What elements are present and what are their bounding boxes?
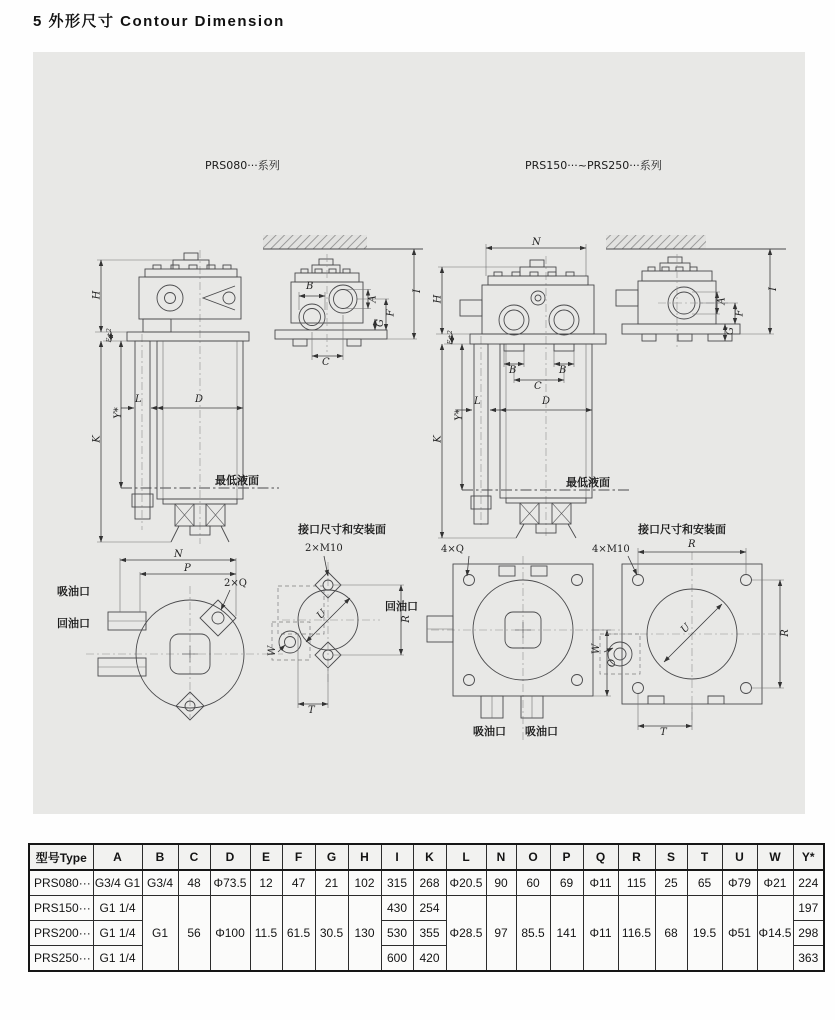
value-cell: 197	[793, 896, 824, 921]
value-cell: Φ79	[722, 870, 757, 896]
value-cell: Φ11	[583, 870, 618, 896]
merged-value-cell: 11.5	[250, 896, 282, 972]
series-right-label: PRS150···~PRS250···系列	[525, 159, 662, 172]
suction-port-label-left: 吸油口	[57, 585, 90, 598]
dim-label-k: K	[91, 435, 103, 443]
value-cell: Φ20.5	[446, 870, 486, 896]
return-port-label-right: 回油口	[385, 600, 418, 613]
col-header-f: F	[282, 844, 315, 870]
dim-label-e2: E±2	[445, 330, 454, 345]
model-cell: PRS200···	[29, 921, 93, 946]
dimension-table	[28, 843, 825, 972]
merged-value-cell: 116.5	[618, 896, 655, 972]
series-left-label: PRS080···系列	[205, 159, 280, 172]
dim-label-b2a: B	[509, 365, 517, 376]
value-cell: G1 1/4	[93, 946, 142, 972]
merged-value-cell: 130	[348, 896, 381, 972]
dim-label-l: L	[135, 394, 142, 405]
col-header-i: I	[381, 844, 413, 870]
dim-label-g2: G	[725, 327, 736, 335]
value-cell: 48	[178, 870, 210, 896]
dim-label-ystar: Y*	[112, 407, 124, 419]
plan-view-prs080-drawing	[78, 550, 288, 720]
merged-value-cell: Φ51	[722, 896, 757, 972]
dim-label-f2: F	[734, 309, 746, 317]
value-cell: 254	[413, 896, 446, 921]
value-cell: 60	[516, 870, 550, 896]
dim-label-h: H	[91, 290, 103, 300]
callout-2xq: 2×Q	[224, 578, 247, 589]
value-cell: G3/4	[142, 870, 178, 896]
model-cell: PRS080···	[29, 870, 93, 896]
value-cell: 115	[618, 870, 655, 896]
dim-label-w: W	[267, 645, 279, 657]
front-view-prs080	[83, 248, 283, 548]
flange-title-right: 接口尺寸和安装面	[638, 523, 726, 536]
col-header-a: A	[93, 844, 142, 870]
dim-label-h2: H	[432, 294, 444, 304]
dim-label-a2: A	[716, 297, 728, 305]
drawing-panel	[33, 52, 805, 814]
col-header-q: Q	[583, 844, 618, 870]
page-title: 5 外形尺寸 Contour Dimension	[33, 13, 285, 30]
callout-2xm10: 2×M10	[305, 543, 343, 554]
dim-label-i: I	[411, 289, 423, 293]
value-cell: 355	[413, 921, 446, 946]
dim-label-l2: L	[474, 396, 481, 407]
value-cell: 224	[793, 870, 824, 896]
side-view-prs080	[255, 230, 440, 398]
table-header-row	[29, 844, 824, 870]
value-cell: G1 1/4	[93, 896, 142, 921]
value-cell: 65	[687, 870, 722, 896]
value-cell: 47	[282, 870, 315, 896]
suction-port-label-right-1: 吸油口	[473, 725, 506, 738]
dim-label-n: N	[174, 549, 183, 560]
value-cell: 102	[348, 870, 381, 896]
value-cell: 420	[413, 946, 446, 972]
dim-label-ystar2: Y*	[453, 409, 465, 421]
merged-value-cell: 68	[655, 896, 687, 972]
col-header-s: S	[655, 844, 687, 870]
dim-label-o: O	[607, 658, 619, 668]
col-header-w: W	[757, 844, 793, 870]
merged-value-cell: Φ11	[583, 896, 618, 972]
value-cell: 90	[486, 870, 516, 896]
dim-label-f: F	[385, 309, 397, 317]
min-oil-level-label-right: 最低液面	[566, 476, 610, 489]
dim-label-r2-top: R	[688, 539, 696, 550]
flange-view-prs150-250	[588, 522, 803, 737]
table-row-prs080	[29, 870, 824, 896]
model-cell: PRS250···	[29, 946, 93, 972]
col-header-b: B	[142, 844, 178, 870]
dim-label-k2: K	[432, 435, 444, 443]
dim-label-r: R	[400, 615, 412, 623]
dim-label-p: P	[184, 563, 191, 574]
callout-4xq: 4×Q	[441, 544, 464, 555]
value-cell: 12	[250, 870, 282, 896]
dim-label-c2: C	[534, 381, 542, 392]
col-header-ystar: Y*	[793, 844, 824, 870]
col-header-u: U	[722, 844, 757, 870]
col-header-r: R	[618, 844, 655, 870]
dim-label-c: C	[322, 357, 330, 368]
dim-label-b: B	[306, 281, 314, 292]
merged-value-cell: 19.5	[687, 896, 722, 972]
merged-value-cell: 30.5	[315, 896, 348, 972]
value-cell: 315	[381, 870, 413, 896]
merged-value-cell: 61.5	[282, 896, 315, 972]
side-view-prs150-250-drawing	[598, 230, 803, 398]
merged-value-cell: 85.5	[516, 896, 550, 972]
dim-label-g: G	[375, 319, 386, 327]
merged-value-cell: 97	[486, 896, 516, 972]
value-cell: 430	[381, 896, 413, 921]
value-cell: 600	[381, 946, 413, 972]
col-header-t: T	[687, 844, 722, 870]
dim-label-i2: I	[767, 287, 779, 291]
dimension-table-wrap	[28, 843, 819, 972]
col-header-h: H	[348, 844, 381, 870]
merged-value-cell: G1	[142, 896, 178, 972]
return-port-label-left: 回油口	[57, 617, 90, 630]
col-header-n: N	[486, 844, 516, 870]
merged-value-cell: Φ14.5	[757, 896, 793, 972]
min-oil-level-label: 最低液面	[215, 474, 259, 487]
col-header-type: 型号Type	[29, 844, 93, 870]
dim-label-u: U	[314, 607, 329, 622]
model-cell: PRS150···	[29, 896, 93, 921]
dim-label-w2: W	[591, 643, 603, 655]
merged-value-cell: Φ28.5	[446, 896, 486, 972]
col-header-p: P	[550, 844, 583, 870]
dim-label-t: T	[308, 705, 315, 716]
merged-value-cell: 141	[550, 896, 583, 972]
dim-label-u2: U	[678, 621, 693, 636]
col-header-e: E	[250, 844, 282, 870]
value-cell: G1 1/4	[93, 921, 142, 946]
col-header-g: G	[315, 844, 348, 870]
dim-label-b2b: B	[559, 365, 567, 376]
value-cell: G3/4 G1	[93, 870, 142, 896]
col-header-o: O	[516, 844, 550, 870]
side-view-prs080-drawing	[255, 230, 440, 398]
dim-label-t2: T	[660, 727, 667, 738]
value-cell: 530	[381, 921, 413, 946]
callout-4xm10: 4×M10	[592, 544, 630, 555]
col-header-k: K	[413, 844, 446, 870]
value-cell: Φ21	[757, 870, 793, 896]
col-header-l: L	[446, 844, 486, 870]
dim-label-r2-right: R	[779, 629, 791, 637]
value-cell: 298	[793, 921, 824, 946]
side-view-prs150-250	[598, 230, 803, 398]
value-cell: 363	[793, 946, 824, 972]
col-header-d: D	[210, 844, 250, 870]
value-cell: 69	[550, 870, 583, 896]
suction-port-label-right-2: 吸油口	[525, 725, 558, 738]
value-cell: 268	[413, 870, 446, 896]
merged-value-cell: Φ100	[210, 896, 250, 972]
dim-label-n2: N	[532, 237, 541, 248]
value-cell: 21	[315, 870, 348, 896]
merged-value-cell: 56	[178, 896, 210, 972]
plan-view-prs080	[78, 550, 288, 720]
dim-label-d: D	[195, 394, 204, 405]
dim-label-d2: D	[542, 396, 551, 407]
table-row-prs150	[29, 896, 824, 921]
dim-label-a: A	[367, 295, 379, 303]
value-cell: Φ73.5	[210, 870, 250, 896]
front-view-prs080-drawing	[83, 248, 283, 548]
value-cell: 25	[655, 870, 687, 896]
dim-label-e: E±2	[104, 328, 113, 343]
col-header-c: C	[178, 844, 210, 870]
flange-title-left: 接口尺寸和安装面	[298, 523, 386, 536]
